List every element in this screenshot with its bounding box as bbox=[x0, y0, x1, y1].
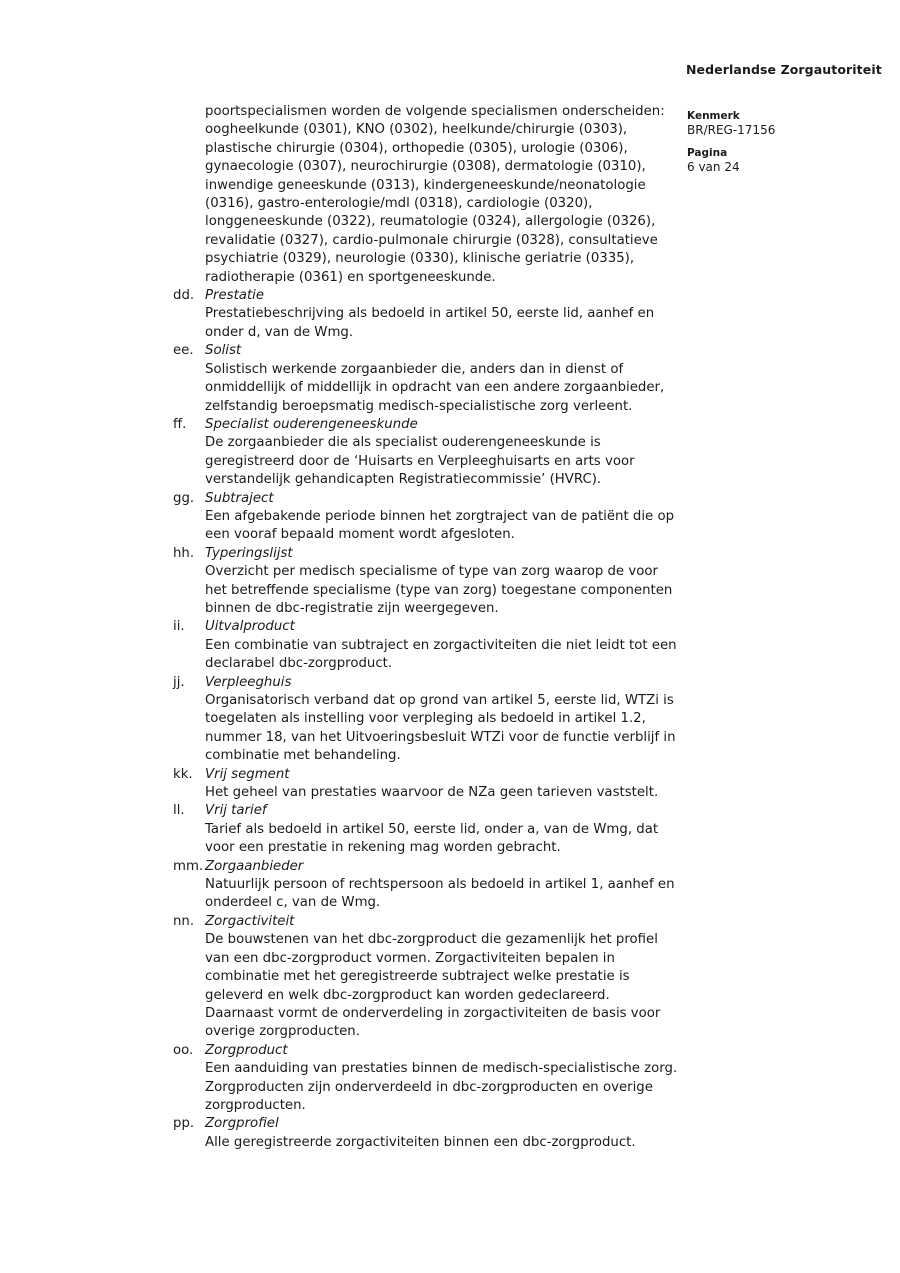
definition-item bbox=[173, 287, 679, 342]
document-body bbox=[173, 103, 679, 1152]
definition-label: kk. bbox=[173, 766, 193, 782]
definition-term: Prestatie bbox=[205, 288, 265, 304]
definition-term: Vrij tarief bbox=[205, 803, 267, 819]
definition-label: ee. bbox=[173, 343, 194, 359]
definition-term: Verpleeghuis bbox=[205, 674, 292, 690]
definition-item bbox=[173, 490, 679, 545]
definition-body bbox=[205, 545, 679, 619]
definition-term: Zorgactiviteit bbox=[205, 913, 295, 929]
definition-label: ii. bbox=[173, 619, 185, 635]
definition-label: ll. bbox=[173, 803, 185, 819]
definition-label: oo. bbox=[173, 1042, 194, 1058]
definition-body bbox=[205, 1115, 679, 1152]
definition-description: Een combinatie van subtraject en zorgactiviteiten die niet leidt tot een declarabel dbc-zorgproduct. bbox=[205, 637, 677, 672]
definition-item bbox=[173, 618, 679, 673]
definition-description: De zorgaanbieder die als specialist ouderengeneeskunde is geregistreerd door de ‘Huisarts en Verpleeghuisarts en arts voor verstandelijk gehandicapten Registratiecommissie’ (HVRC). bbox=[205, 435, 635, 488]
intro-paragraph: poortspecialismen worden de volgende specialismen onderscheiden: oogheelkunde (0301), KNO (0302), heelkunde/chirurgie (0303), plastische chirurgie (0304), orthopedie (0305), urologie (0306), gynaecologie (0307), neurochirurgie (0308), dermatologie (0310), inwendige geneeskunde (0313), kindergeneeskunde/neonatologie (0316), gastro-enterologie/mdl (0318), cardiologie (0320), longgeneeskunde (0322), reumatologie (0324), allergologie (0326), revalidatie (0327), cardio-pulmonale chirurgie (0328), consultatieve psychiatrie (0329), neurologie (0330), klinische geriatrie (0335), radiotherapie (0361) en sportgeneeskunde. bbox=[205, 104, 665, 285]
definition-term: Typeringslijst bbox=[205, 545, 293, 561]
definition-description: Prestatiebeschrijving als bedoeld in artikel 50, eerste lid, aanhef en onder d, van de Wmg. bbox=[205, 306, 655, 340]
pagina-label: Pagina bbox=[687, 147, 728, 159]
pagina-value: 6 van 24 bbox=[687, 160, 740, 174]
definition-label: gg. bbox=[173, 490, 195, 506]
definition-label: hh. bbox=[173, 545, 195, 561]
definition-term: Specialist ouderengeneeskunde bbox=[205, 416, 418, 432]
definition-body bbox=[205, 858, 679, 913]
definition-body bbox=[205, 1042, 679, 1116]
definition-description: Organisatorisch verband dat op grond van artikel 5, eerste lid, WTZi is toegelaten als instelling voor verpleging als bedoeld in artikel 1.2, nummer 18, van het Uitvoeringsbesluit WTZi voor de functie verblijf in combinatie met behandeling. bbox=[205, 693, 676, 764]
definition-item bbox=[173, 342, 679, 416]
definition-label: ff. bbox=[173, 416, 187, 432]
definition-item bbox=[173, 802, 679, 857]
organization-name: Nederlandse Zorgautoriteit bbox=[686, 62, 882, 77]
definition-body bbox=[205, 674, 679, 766]
definition-description: Overzicht per medisch specialisme of type van zorg waarop de voor het betreffende specialisme (type van zorg) toegestane componenten binnen de dbc-registratie zijn weergegeven. bbox=[205, 564, 673, 616]
definition-body bbox=[205, 287, 679, 342]
definition-item bbox=[173, 1042, 679, 1116]
definition-item bbox=[173, 913, 679, 1042]
definition-body bbox=[205, 766, 679, 803]
definition-body bbox=[205, 802, 679, 857]
definition-label: dd. bbox=[173, 288, 195, 304]
definition-term: Uitvalproduct bbox=[205, 619, 295, 635]
definition-body bbox=[205, 490, 679, 545]
definition-description: Het geheel van prestaties waarvoor de NZa geen tarieven vaststelt. bbox=[205, 785, 659, 801]
definition-description: Een aanduiding van prestaties binnen de medisch-specialistische zorg. Zorgproducten zijn onderverdeeld in dbc-zorgproducten en overige zorgproducten. bbox=[205, 1061, 678, 1113]
definition-term: Solist bbox=[205, 343, 242, 359]
definition-description: Een afgebakende periode binnen het zorgtraject van de patiënt die op een vooraf bepaald moment wordt afgesloten. bbox=[205, 508, 675, 543]
definition-item bbox=[173, 545, 679, 619]
definition-body bbox=[205, 618, 679, 673]
definition-label: pp. bbox=[173, 1116, 195, 1132]
definition-body bbox=[205, 342, 679, 416]
definition-term: Zorgproduct bbox=[205, 1042, 288, 1058]
definition-item bbox=[173, 858, 679, 913]
definition-term: Vrij segment bbox=[205, 766, 290, 782]
kenmerk-value: BR/REG-17156 bbox=[687, 123, 776, 137]
kenmerk-label: Kenmerk bbox=[687, 110, 740, 122]
definition-label: nn. bbox=[173, 913, 195, 929]
definition-description: De bouwstenen van het dbc-zorgproduct die gezamenlijk het profiel van een dbc-zorgproduct vormen. Zorgactiviteiten bepalen in combinatie met het geregistreerde subtraject welke prestatie is geleverd en welk dbc-zorgproduct kan worden gedeclareerd. Daarnaast vormt de onderverdeling in zorgactiviteiten de basis voor overige zorgproducten. bbox=[205, 932, 661, 1040]
definition-item bbox=[173, 1115, 679, 1152]
definition-description: Solistisch werkende zorgaanbieder die, anders dan in dienst of onmiddellijk of middellijk in opdracht van een andere zorgaanbieder, zelfstandig beroepsmatig medisch-specialistische zorg verleent. bbox=[205, 361, 665, 414]
definition-term: Zorgaanbieder bbox=[205, 858, 304, 874]
definition-item bbox=[173, 766, 679, 803]
definition-description: Natuurlijk persoon of rechtspersoon als bedoeld in artikel 1, aanhef en onderdeel c, van de Wmg. bbox=[205, 877, 675, 911]
definition-label: jj. bbox=[173, 674, 185, 690]
definition-term: Subtraject bbox=[205, 490, 274, 506]
definition-label: mm. bbox=[173, 858, 204, 874]
definition-description: Alle geregistreerde zorgactiviteiten binnen een dbc-zorgproduct. bbox=[205, 1134, 636, 1150]
document-meta bbox=[687, 110, 867, 184]
definition-item bbox=[173, 674, 679, 766]
definition-term: Zorgprofiel bbox=[205, 1116, 279, 1132]
definition-body bbox=[205, 913, 679, 1042]
definition-description: Tarief als bedoeld in artikel 50, eerste lid, onder a, van de Wmg, dat voor een prestatie in rekening mag worden gebracht. bbox=[205, 821, 659, 856]
definition-list bbox=[173, 287, 679, 1152]
definition-body bbox=[205, 416, 679, 490]
definition-item bbox=[173, 416, 679, 490]
